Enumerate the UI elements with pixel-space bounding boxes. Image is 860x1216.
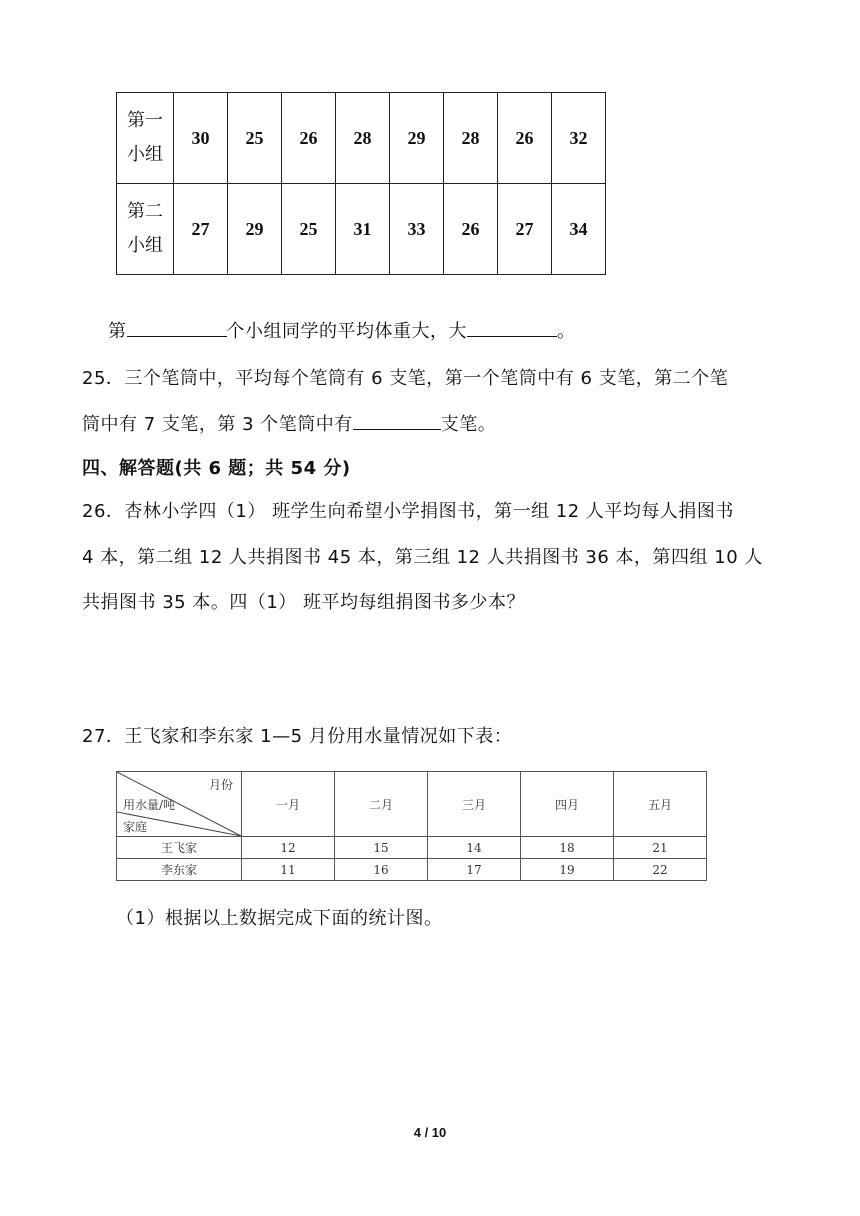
row-label-line: 小组 [127, 144, 163, 165]
section-heading: 四、解答题(共 6 题；共 54 分) [82, 458, 351, 479]
table-cell: 26 [282, 93, 336, 184]
corner-usage-label: 用水量/吨 [123, 798, 176, 812]
table-cell: 28 [336, 93, 390, 184]
table-row [117, 837, 707, 859]
q26-line3: 共捐图书 35 本。四（1） 班平均每组捐图书多少本？ [82, 592, 526, 613]
table-cell: 34 [552, 184, 606, 275]
q24-answer-line [108, 318, 576, 345]
table-cell: 32 [552, 93, 606, 184]
corner-month-label: 月份 [208, 778, 233, 792]
row-label: 王飞家 [117, 837, 242, 859]
table-cell: 27 [498, 184, 552, 275]
table-cell: 14 [428, 837, 521, 859]
table-cell: 18 [521, 837, 614, 859]
row-label-line: 第一 [127, 110, 163, 131]
q26-line2: 4 本，第二组 12 人共捐图书 45 本，第三组 12 人共捐图书 36 本，第四组 10 人 [82, 547, 763, 568]
answer-blank[interactable] [467, 318, 557, 337]
q27-intro: 27．王飞家和李东家 1—5 月份用水量情况如下表： [82, 726, 513, 747]
table-cell: 16 [335, 859, 428, 881]
row-label-line: 小组 [127, 235, 163, 256]
table-cell: 25 [228, 93, 282, 184]
table-row [117, 93, 606, 184]
water-usage-table [116, 771, 707, 881]
table-cell: 15 [335, 837, 428, 859]
q25-line2-suffix: 支笔。 [440, 414, 497, 435]
table-cell: 21 [614, 837, 707, 859]
page-number: 4 / 10 [413, 1125, 447, 1140]
table-row [117, 859, 707, 881]
q24-prefix: 第 [108, 321, 127, 342]
table-cell: 28 [444, 93, 498, 184]
table-cell: 29 [228, 184, 282, 275]
column-header: 一月 [242, 772, 335, 837]
column-header: 五月 [614, 772, 707, 837]
table-cell: 30 [174, 93, 228, 184]
corner-family-label: 家庭 [123, 820, 148, 834]
q24-suffix: 。 [557, 321, 576, 342]
answer-blank[interactable] [127, 318, 227, 337]
table-cell: 31 [336, 184, 390, 275]
row-label-line: 第二 [127, 201, 163, 222]
table-cell: 25 [282, 184, 336, 275]
row-label [117, 184, 174, 275]
q25-line1: 25．三个笔筒中，平均每个笔筒有 6 支笔，第一个笔筒中有 6 支笔，第二个笔 [82, 368, 729, 389]
table-cell: 12 [242, 837, 335, 859]
q25-line2-prefix: 筒中有 7 支笔，第 3 个笔筒中有 [82, 414, 353, 435]
table-cell: 26 [498, 93, 552, 184]
table-header-row [117, 772, 707, 837]
table-cell: 19 [521, 859, 614, 881]
table-cell: 27 [174, 184, 228, 275]
diagonal-header-cell [117, 772, 242, 837]
q24-middle: 个小组同学的平均体重大，大 [226, 321, 467, 342]
table-cell: 26 [444, 184, 498, 275]
answer-blank[interactable] [353, 411, 441, 430]
column-header: 四月 [521, 772, 614, 837]
column-header: 三月 [428, 772, 521, 837]
row-label [117, 93, 174, 184]
table-cell: 11 [242, 859, 335, 881]
table-cell: 29 [390, 93, 444, 184]
table-cell: 22 [614, 859, 707, 881]
table-cell: 17 [428, 859, 521, 881]
row-label: 李东家 [117, 859, 242, 881]
column-header: 二月 [335, 772, 428, 837]
table-row [117, 184, 606, 275]
q27-sub1: （1）根据以上数据完成下面的统计图。 [116, 908, 443, 929]
weights-table [116, 92, 606, 275]
q26-line1: 26．杏林小学四（1） 班学生向希望小学捐图书，第一组 12 人平均每人捐图书 [82, 501, 734, 522]
q25-line2 [82, 411, 496, 438]
table-cell: 33 [390, 184, 444, 275]
